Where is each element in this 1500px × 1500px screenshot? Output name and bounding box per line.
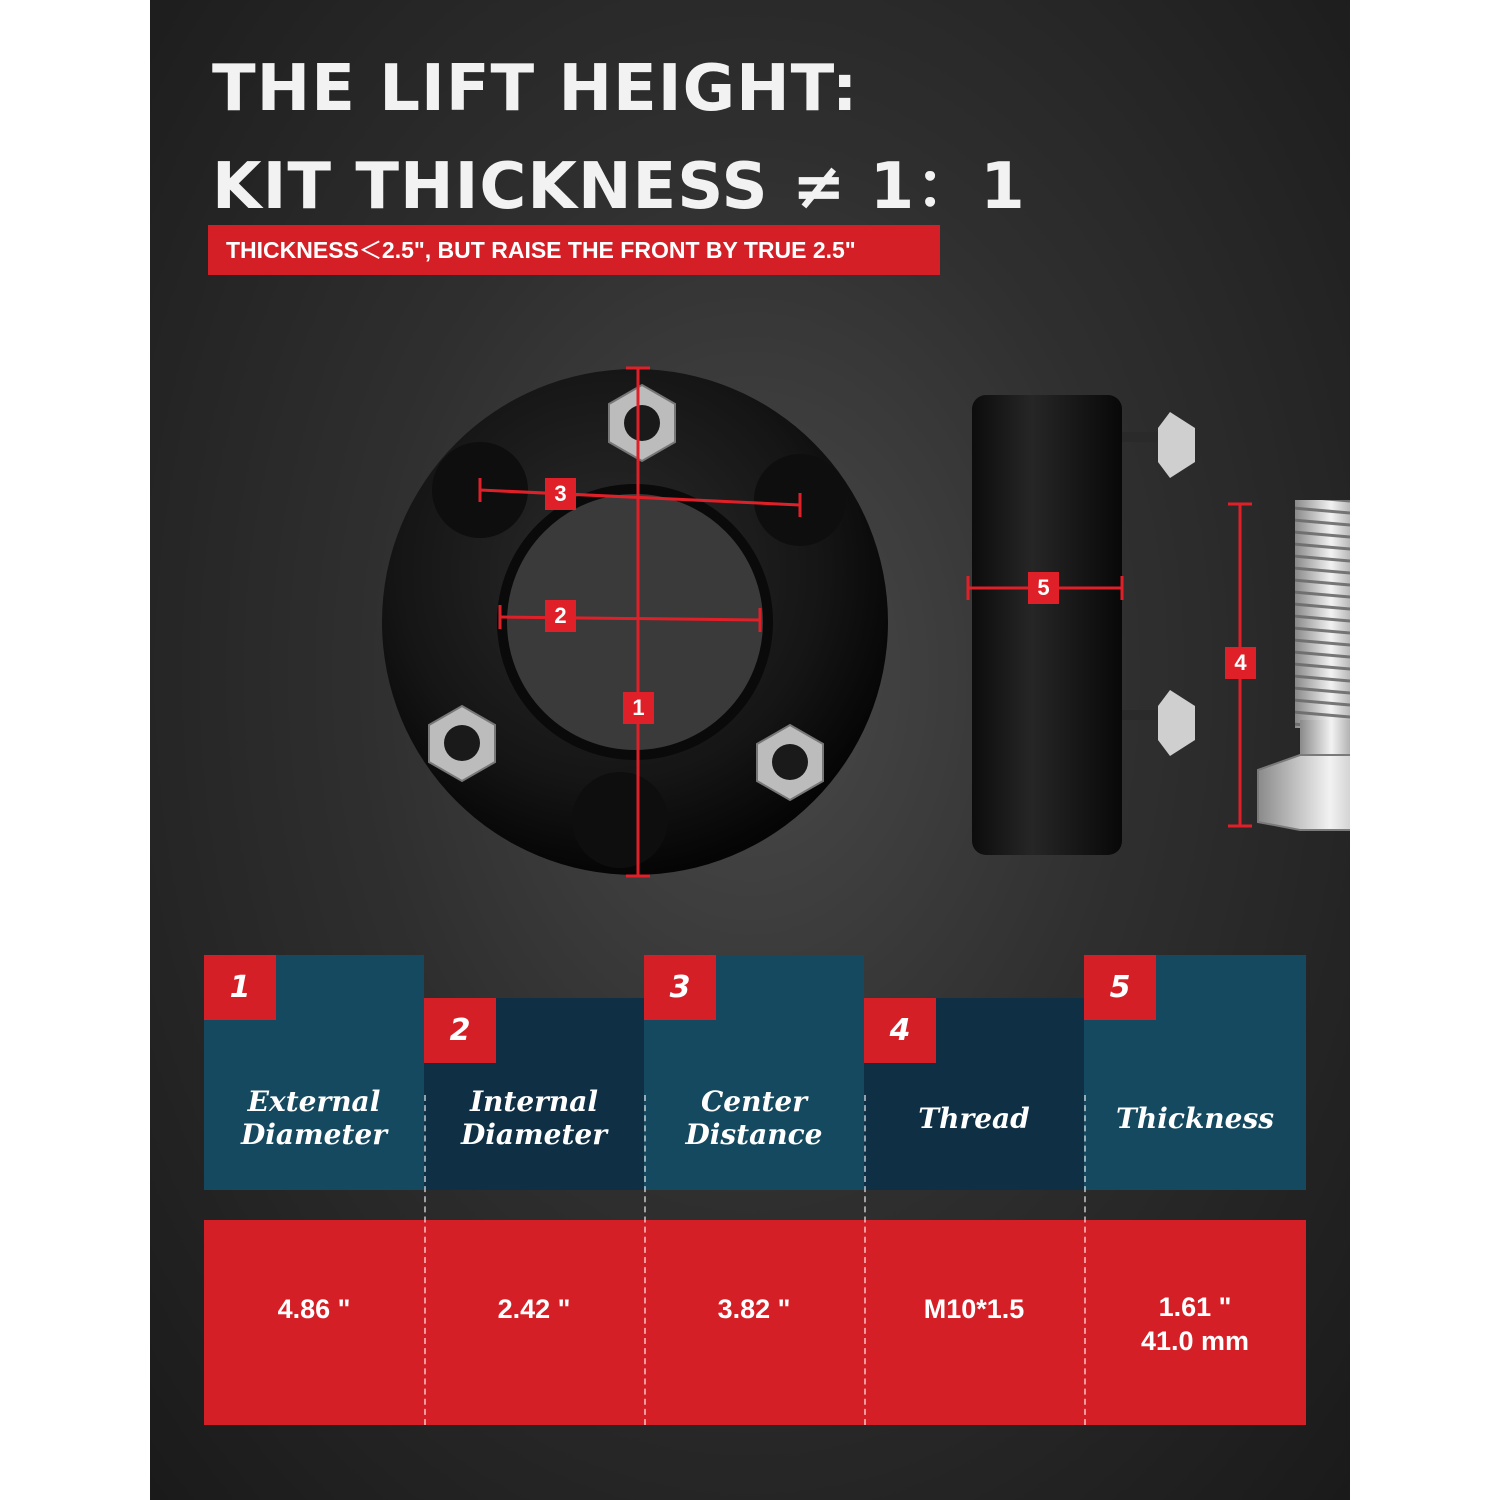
spec-value: 2.42 " xyxy=(497,1294,571,1324)
spec-label: Center Distance xyxy=(685,1085,823,1151)
spec-label: Thread xyxy=(918,1102,1030,1135)
spec-value: 4.86 " xyxy=(277,1294,351,1324)
spacer-ring xyxy=(382,369,888,875)
callout-3: 3 xyxy=(545,478,576,510)
spec-column-center-distance xyxy=(644,955,864,1425)
spec-column-external-diameter xyxy=(204,955,424,1425)
spec-column-thickness xyxy=(1084,955,1306,1425)
headline-line-1: THE LIFT HEIGHT: xyxy=(212,52,859,126)
spec-value: 3.82 " xyxy=(717,1294,791,1324)
callout-5: 5 xyxy=(1028,572,1059,604)
column-divider xyxy=(1084,1095,1086,1425)
callout-4: 4 xyxy=(1225,647,1256,679)
callout-2: 2 xyxy=(545,600,576,632)
spec-value: M10*1.5 xyxy=(923,1294,1025,1324)
spec-column-internal-diameter xyxy=(424,998,644,1425)
spec-number: 3 xyxy=(644,955,716,1020)
spec-number: 1 xyxy=(204,955,276,1020)
spec-value: 1.61 " 41.0 mm xyxy=(1140,1292,1250,1356)
subtitle-banner: THICKNESS＜2.5", BUT RAISE THE FRONT BY TRUE 2.5" xyxy=(208,225,940,275)
spec-number: 2 xyxy=(424,998,496,1063)
headline-line-2: KIT THICKNESS ≠ 1：1 xyxy=(212,150,1026,224)
bolt xyxy=(1258,500,1350,830)
column-divider xyxy=(644,1095,646,1425)
spec-label: Thickness xyxy=(1116,1102,1274,1135)
spec-column-thread xyxy=(864,998,1084,1425)
spec-label: Internal Diameter xyxy=(460,1085,607,1151)
spec-label: External Diameter xyxy=(240,1085,387,1151)
spec-number: 4 xyxy=(864,998,936,1063)
product-panel xyxy=(150,0,1350,1500)
column-divider xyxy=(424,1095,426,1425)
spec-number: 5 xyxy=(1084,955,1156,1020)
column-divider xyxy=(864,1095,866,1425)
spacer-side-view xyxy=(972,395,1195,855)
callout-1: 1 xyxy=(623,692,654,724)
